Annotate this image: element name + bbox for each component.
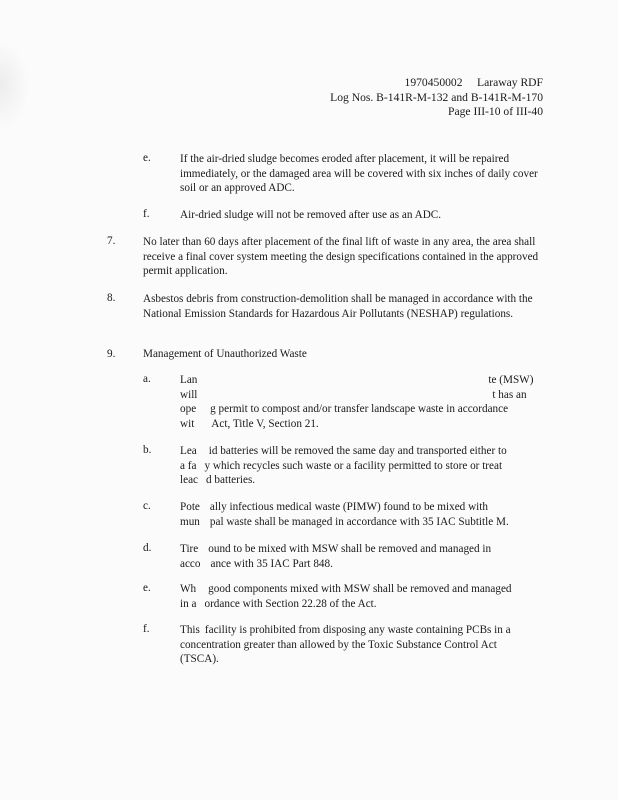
item-label: a.	[143, 373, 151, 385]
text-fragment: d batteries.	[206, 474, 256, 487]
item-label: e.	[143, 582, 151, 594]
header-page-number: Page III-10 of III-40	[448, 105, 543, 118]
condition-number: 8.	[107, 292, 116, 304]
header-site-id: 1970450002 Laraway RDF	[404, 76, 543, 89]
item-text	[180, 542, 548, 571]
text-fragment: t has an	[492, 388, 527, 401]
text-fragment: wit	[180, 417, 195, 430]
text-fragment: will	[180, 388, 198, 401]
item-label: f.	[143, 208, 150, 220]
text-fragment: facility is prohibited from disposing any waste containing PCBs in a	[204, 624, 511, 636]
text-fragment: ound to be mixed with MSW shall be removed and managed in	[208, 543, 492, 555]
text-fragment: a fa	[180, 459, 197, 472]
text-fragment: Lan	[180, 374, 198, 386]
text-fragment: pal waste shall be managed in accordance with 35 IAC Subtitle M.	[209, 515, 509, 528]
text-fragment: good components mixed with MSW shall be removed and managed	[208, 583, 512, 595]
text-fragment: ordance with Section 22.28 of the Act.	[204, 597, 377, 610]
condition-number: 9.	[107, 348, 116, 360]
text-line: concentration greater than allowed by the Toxic Substance Control Act	[180, 638, 497, 651]
text-fragment: in a	[180, 597, 197, 610]
text-line: (TSCA).	[180, 653, 219, 666]
text-fragment: te (MSW)	[488, 374, 534, 386]
scan-smudge	[0, 40, 30, 130]
text-fragment: Wh	[180, 583, 197, 595]
header-log-numbers: Log Nos. B-141R-M-132 and B-141R-M-170	[330, 90, 543, 104]
item-text	[180, 500, 548, 529]
text-fragment: Lea	[180, 445, 197, 457]
condition-number: 7.	[107, 235, 116, 247]
text-fragment: y which recycles such waste or a facility permitted to store or treat	[204, 459, 503, 472]
text-fragment: mun	[180, 515, 200, 528]
item-text	[180, 373, 548, 431]
text-fragment: g permit to compost and/or transfer landscape waste in accordance	[210, 403, 509, 416]
text-fragment: Tire	[180, 543, 199, 555]
item-label: e.	[143, 152, 151, 164]
text-fragment: acco	[180, 557, 201, 570]
text-fragment: Pote	[180, 501, 200, 513]
text-fragment: ally infectious medical waste (PIMW) found to be mixed with	[209, 501, 488, 513]
item-text: Air-dried sludge will not be removed after use as an ADC.	[180, 209, 442, 221]
item-label: b.	[143, 444, 152, 456]
text-fragment: leac	[180, 474, 199, 487]
condition-heading: Management of Unauthorized Waste	[143, 348, 307, 360]
item-text: If the air-dried sludge becomes eroded after placement, it will be repaired immediately, or the damaged area will be covered with six inches of daily cover soil or an approved ADC.	[180, 153, 538, 195]
item-text	[180, 444, 548, 488]
text-fragment: ance with 35 IAC Part 848.	[210, 557, 333, 570]
page-header	[330, 76, 543, 120]
item-label: c.	[143, 500, 151, 512]
item-text	[180, 623, 548, 667]
text-fragment: id batteries will be removed the same day and transported either to	[208, 445, 507, 457]
item-label: f.	[143, 623, 150, 635]
item-text	[180, 582, 548, 611]
text-fragment: ope	[180, 403, 197, 416]
item-label: d.	[143, 542, 152, 554]
text-fragment: Act, Title V, Section 21.	[211, 417, 319, 430]
text-fragment: This	[180, 624, 200, 636]
condition-text: No later than 60 days after placement of the final lift of waste in any area, the area shall receive a final cover system meeting the design specifications contained in the approved permit application.	[143, 236, 539, 278]
condition-text: Asbestos debris from construction-demolition shall be managed in accordance with the National Emission Standards for Hazardous Air Pollutants (NESHAP) regulations.	[143, 293, 533, 320]
